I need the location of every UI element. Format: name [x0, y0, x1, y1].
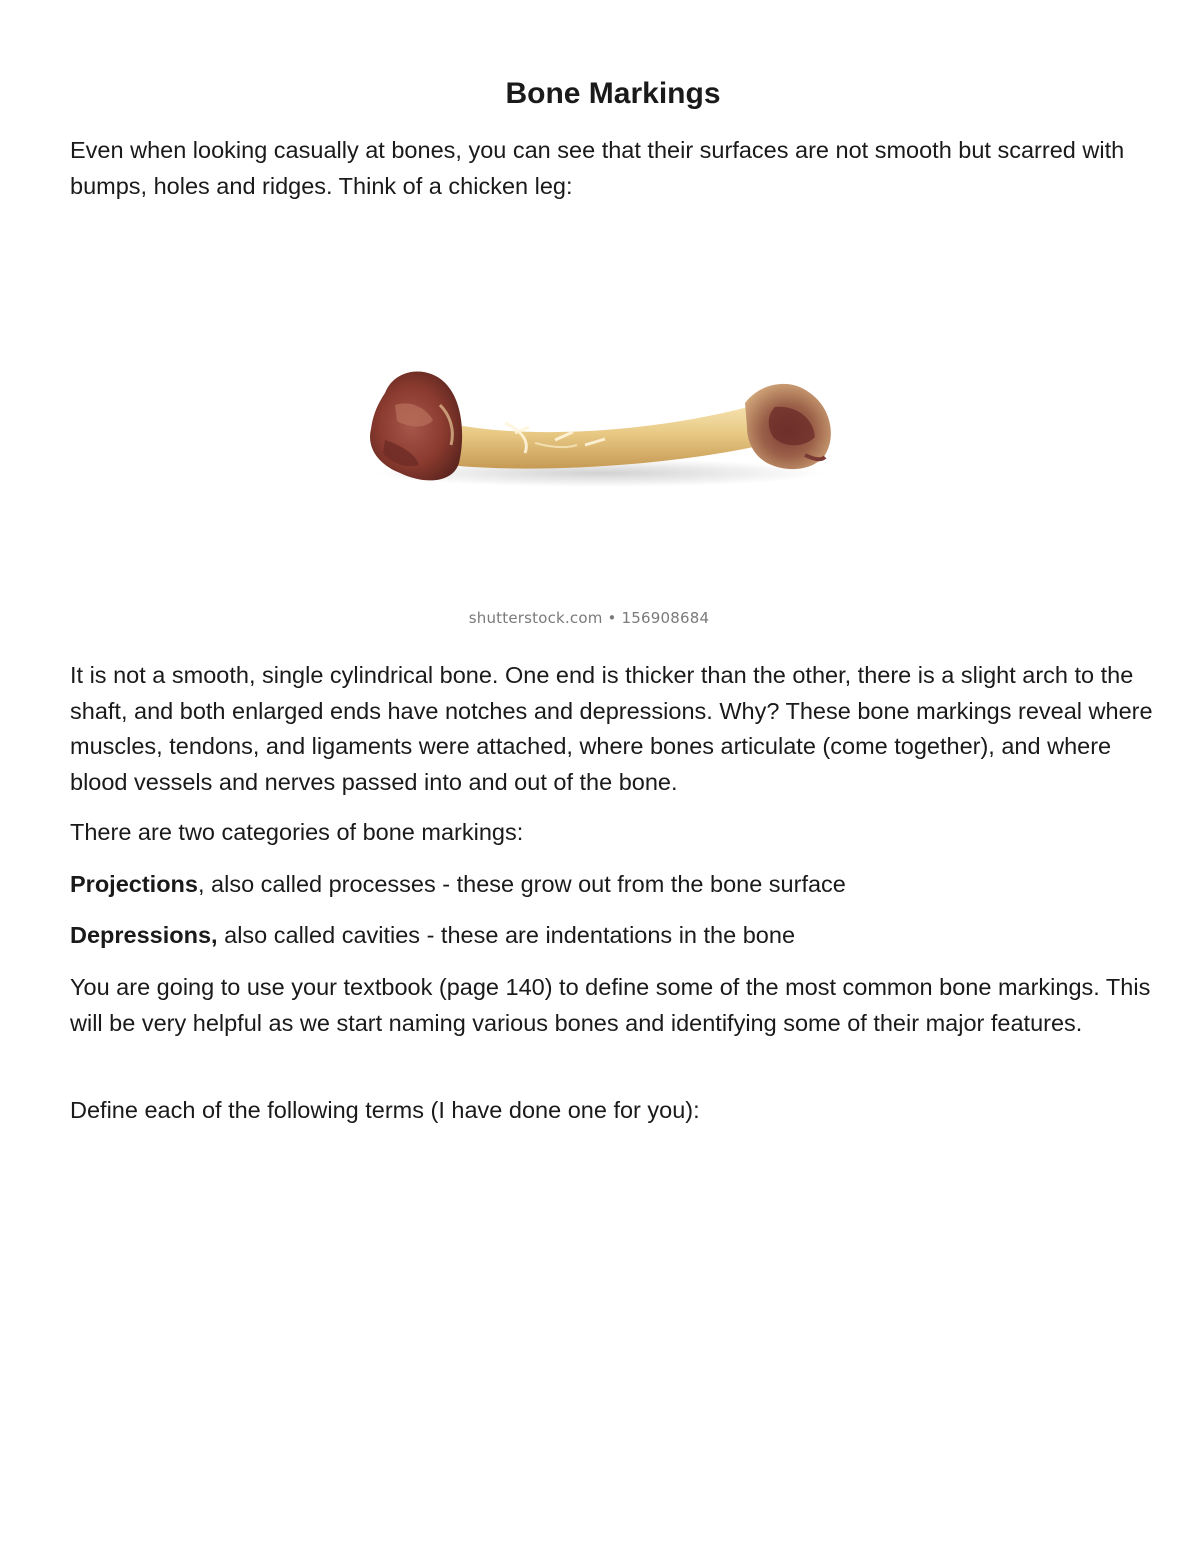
textbook-note-paragraph: You are going to use your textbook (page 140) to define some of the most common bone markings. This will be very helpful as we start naming various bones and identifying some of their major features.	[70, 974, 1151, 1036]
depressions-item	[70, 918, 1165, 954]
projections-term: Projections	[70, 871, 198, 897]
projections-item	[70, 867, 1165, 903]
intro-paragraph: Even when looking casually at bones, you can see that their surfaces are not smooth but scarred with bumps, holes and ridges. Think of a chicken leg:	[70, 137, 1125, 199]
depressions-term: Depressions,	[70, 922, 218, 948]
explanation-paragraph: It is not a smooth, single cylindrical bone. One end is thicker than the other, there is a slight arch to the shaft, and both enlarged ends have notches and depressions. Why? These bone markings reveal where muscles, tendons, and ligaments were attached, where bones articulate (come together), and where blood vessels and nerves passed into and out of the bone.	[70, 662, 1153, 795]
chicken-leg-bone-image	[355, 345, 845, 505]
projections-definition: , also called processes - these grow out from the bone surface	[197, 871, 846, 897]
categories-intro: There are two categories of bone markings:	[70, 819, 524, 845]
depressions-definition: also called cavities - these are indentations in the bone	[217, 922, 796, 948]
image-credit: shutterstock.com • 156908684	[468, 609, 710, 627]
bone-shaft	[425, 405, 763, 469]
instruction-paragraph: Define each of the following terms (I have done one for you):	[70, 1097, 700, 1123]
page-title: Bone Markings	[505, 77, 721, 110]
